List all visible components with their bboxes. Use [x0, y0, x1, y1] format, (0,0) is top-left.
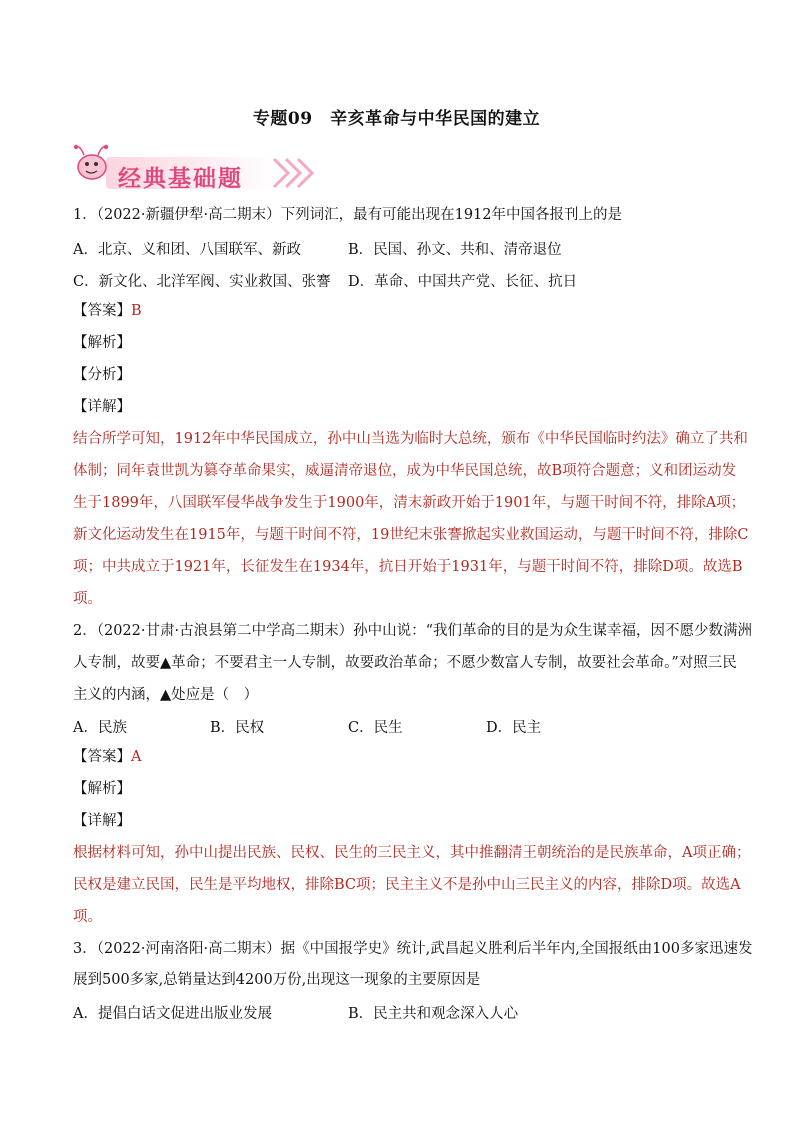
q1-detail-line: 体制；同年袁世凯为篡夺革命果实，威逼清帝退位，成为中华民国总统，故B项符合题意；义和团运动发: [73, 463, 737, 479]
q1-jiexi-tag: 【解析】: [73, 335, 131, 351]
q2-stem-line: 2．（2022·甘肃·古浪县第二中学高二期末）孙中山说：“我们革命的目的是为众生谋幸福，因不愿少数满洲: [73, 623, 753, 639]
q1-detail-line: 项。: [73, 591, 102, 607]
answer-tag: 【答案】: [73, 303, 131, 319]
q2-option-b: B．民权: [210, 720, 265, 736]
q2-stem-line: 主义的内涵，▲处应是（ ）: [73, 687, 259, 703]
q1-option-a: A．北京、义和团、八国联军、新政: [73, 242, 301, 258]
q2-answer: [73, 747, 141, 767]
q1-detail-line: 新文化运动发生在1915年，与题干时间不符，19世纪末张謇掀起实业救国运动，与题干时间不符，排除C: [73, 527, 749, 543]
q3-stem-line: 展到500多家,总销量达到4200万份,出现这一现象的主要原因是: [73, 972, 481, 988]
q1-fenxi-tag: 【分析】: [73, 367, 131, 383]
q2-xiangjie-tag: 【详解】: [73, 813, 131, 829]
q1-detail-line: 项；中共成立于1921年，长征发生在1934年，抗日开始于1931年，与题干时间不符，排除D项。故选B: [73, 559, 743, 575]
bee-icon: [74, 145, 108, 179]
q1-detail-line: 生于1899年，八国联军侵华战争发生于1900年，清末新政开始于1901年，与题干时间不符，排除A项；: [73, 495, 746, 511]
q1-detail-line: 结合所学可知，1912年中华民国成立，孙中山当选为临时大总统，颁布《中华民国临时约法》确立了共和: [73, 431, 748, 447]
answer-value: B: [131, 303, 142, 319]
q2-detail-line: 根据材料可知，孙中山提出民族、民权、民生的三民主义，其中推翻清王朝统治的是民族革命，A项正确；: [73, 845, 751, 861]
q2-option-c: C．民生: [348, 720, 403, 736]
answer-tag: 【答案】: [73, 749, 131, 765]
q3-option-a: A．提倡白话文促进出版业发展: [73, 1006, 272, 1022]
q1-answer: [73, 301, 142, 321]
q2-detail-line: 民权是建立民国，民生是平均地权，排除BC项；民主主义不是孙中山三民主义的内容，排除D项。故选A: [73, 877, 741, 893]
q1-option-d: D．革命、中国共产党、长征、抗日: [348, 274, 578, 290]
page-title: 专题09 辛亥革命与中华民国的建立: [252, 109, 541, 129]
q2-option-a: A．民族: [73, 720, 127, 736]
q2-jiexi-tag: 【解析】: [73, 781, 131, 797]
q1-xiangjie-tag: 【详解】: [73, 399, 131, 415]
q3-option-b: B．民主共和观念深入人心: [348, 1006, 519, 1022]
q2-stem-line: 人专制，故要▲革命；不要君主一人专制，故要政治革命；不愿少数富人专制，故要社会革命。”对照三民: [73, 655, 737, 671]
q1-option-b: B．民国、孙文、共和、清帝退位: [348, 242, 562, 258]
q3-stem-line: 3．（2022·河南洛阳·高二期末）据《中国报学史》统计,武昌起义胜利后半年内,全国报纸由100多家迅速发: [73, 941, 753, 957]
q1-stem: 1．（2022·新疆伊犁·高二期末）下列词汇，最有可能出现在1912年中国各报刊上的是: [73, 207, 622, 223]
answer-value: A: [131, 749, 142, 765]
q2-option-d: D．民主: [486, 720, 542, 736]
section-banner-label: 经典基础题: [118, 166, 243, 192]
q1-option-c: C．新文化、北洋军阀、实业救国、张謇: [73, 274, 331, 290]
q2-detail-line: 项。: [73, 909, 102, 925]
